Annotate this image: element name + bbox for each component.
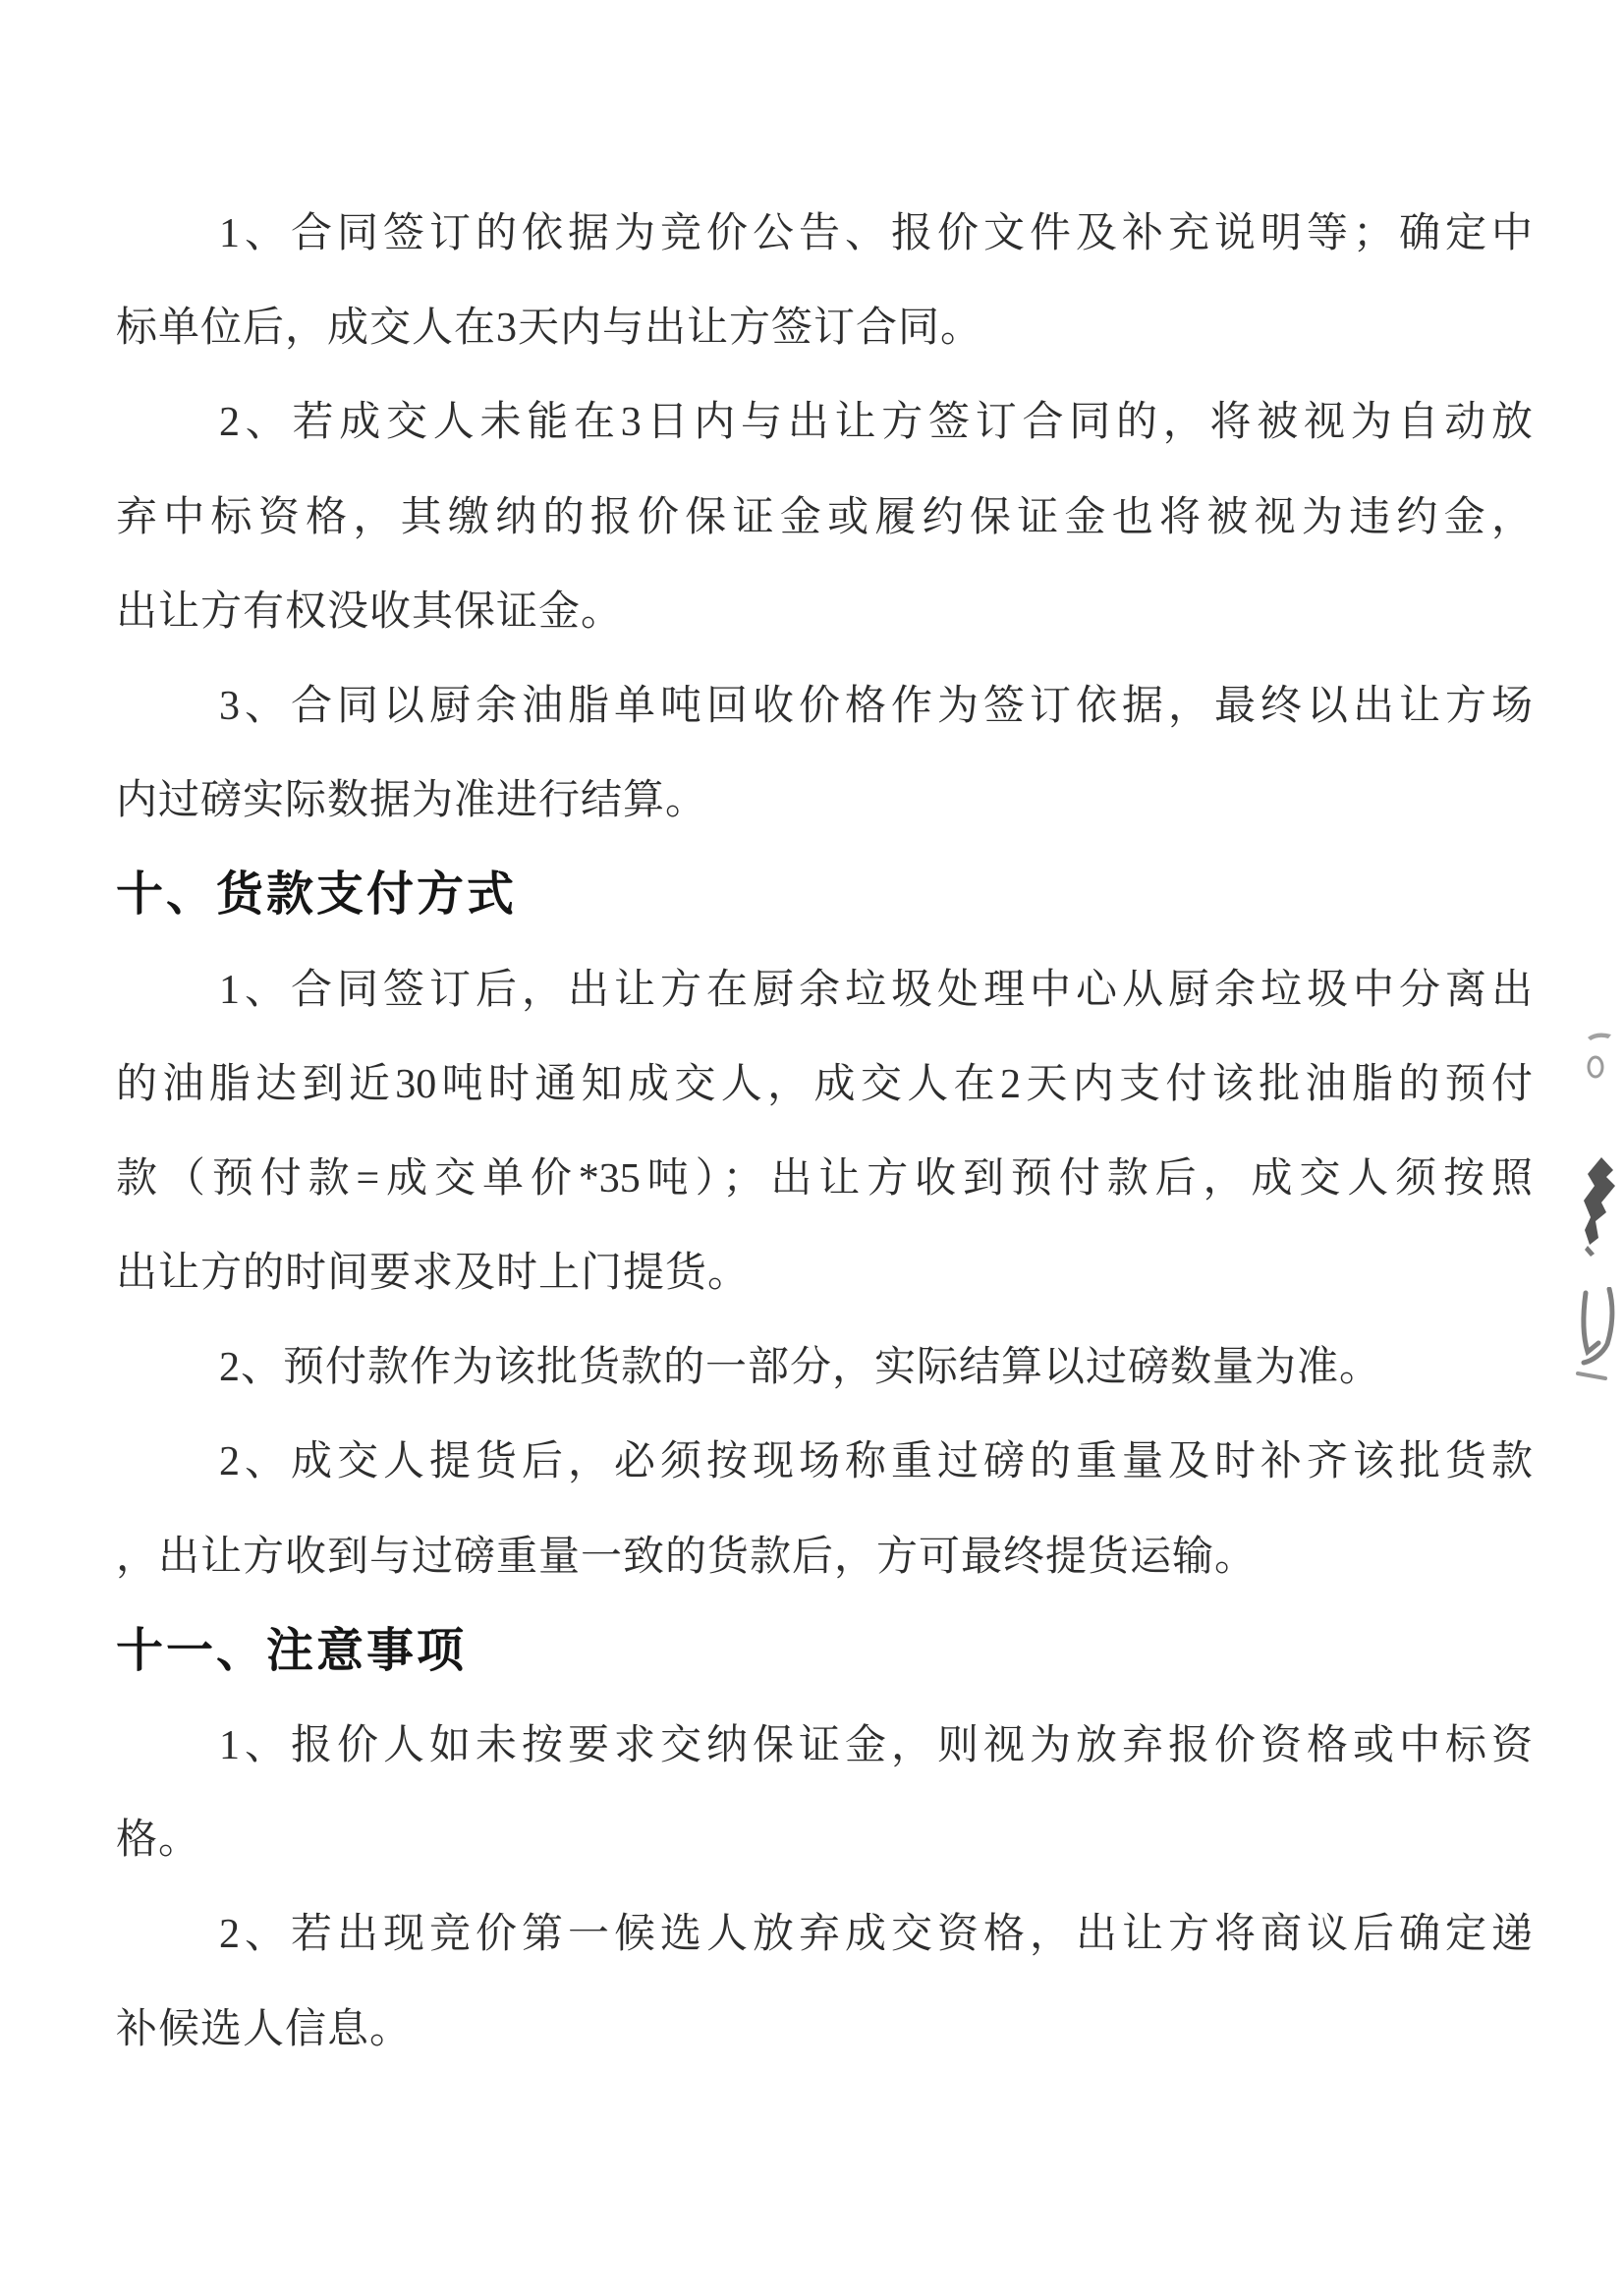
document-body bbox=[116, 187, 1533, 2077]
paragraph-line: 1、报价人如未按要求交纳保证金，则视为放弃报价资格或中标资 bbox=[219, 1723, 1533, 1768]
section-heading-payment-method: 十、货款支付方式 bbox=[116, 868, 518, 922]
paragraph-line: 2、预付款作为该批货款的一部分，实际结算以过磅数量为准。 bbox=[219, 1345, 1382, 1391]
paragraph-line: 标单位后，成交人在3天内与出让方签订合同。 bbox=[116, 306, 983, 352]
paragraph-line: 2、若出现竞价第一候选人放弃成交资格，出让方将商议后确定递 bbox=[219, 1912, 1533, 1958]
scan-smudge-zero bbox=[1582, 1028, 1623, 1085]
paragraph-line: 内过磅实际数据为准进行结算。 bbox=[116, 778, 708, 824]
paragraph-line: 的油脂达到近30吨时通知成交人，成交人在2天内支付该批油脂的预付 bbox=[116, 1061, 1533, 1107]
paragraph-line: 出让方有权没收其保证金。 bbox=[116, 588, 624, 635]
scan-ink-blot bbox=[1574, 1155, 1623, 1258]
paragraph-line: ，出让方收到与过磅重量一致的货款后，方可最终提货运输。 bbox=[116, 1534, 1258, 1580]
paragraph-line: 弃中标资格，其缴纳的报价保证金或履约保证金也将被视为违约金， bbox=[116, 494, 1533, 540]
paragraph-line: 1、合同签订的依据为竞价公告、报价文件及补充说明等；确定中 bbox=[219, 211, 1533, 256]
paragraph-line: 补候选人信息。 bbox=[116, 2006, 413, 2052]
paragraph-line: 出让方的时间要求及时上门提货。 bbox=[116, 1251, 751, 1297]
paragraph-line: 格。 bbox=[116, 1818, 201, 1864]
paragraph-line: 1、合同签订后，出让方在厨余垃圾处理中心从厨余垃圾中分离出 bbox=[219, 967, 1533, 1013]
paragraph-line: 2、若成交人未能在3日内与出让方签订合同的，将被视为自动放 bbox=[219, 400, 1533, 446]
section-heading-notes: 十一、注意事项 bbox=[116, 1624, 468, 1677]
scan-ink-scribble bbox=[1570, 1287, 1623, 1381]
paragraph-line: 3、合同以厨余油脂单吨回收价格作为签订依据，最终以出让方场 bbox=[219, 683, 1533, 729]
paragraph-line: 款（预付款=成交单价*35吨）；出让方收到预付款后，成交人须按照 bbox=[116, 1155, 1533, 1202]
paragraph-line: 2、成交人提货后，必须按现场称重过磅的重量及时补齐该批货款 bbox=[219, 1439, 1533, 1485]
